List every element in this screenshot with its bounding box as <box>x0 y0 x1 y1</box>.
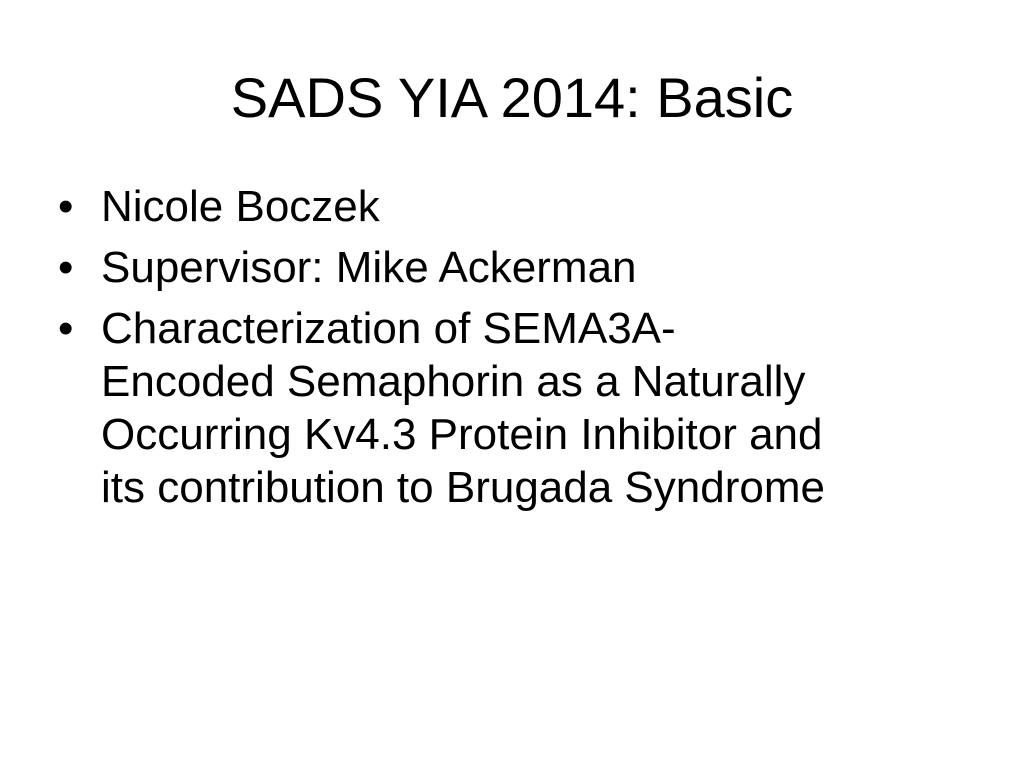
bullet-icon: • <box>58 304 74 353</box>
bullet-item-project-title <box>58 302 958 514</box>
bullet-item-supervisor <box>58 241 958 294</box>
project-title-text: Characterization of SEMA3A- Encoded Semaphorin as a Naturally Occurring Kv4.3 Protein Inhibitor and its contribution to Brugada Syndrome <box>101 304 825 512</box>
slide-title: SADS YIA 2014: Basic <box>230 66 794 129</box>
supervisor-text: Supervisor: Mike Ackerman <box>101 243 637 292</box>
presenter-name: Nicole Boczek <box>101 182 380 231</box>
bullet-item-presenter <box>58 180 958 233</box>
bullet-icon: • <box>58 182 74 231</box>
bullet-icon: • <box>58 243 74 292</box>
bullet-list <box>58 180 958 522</box>
